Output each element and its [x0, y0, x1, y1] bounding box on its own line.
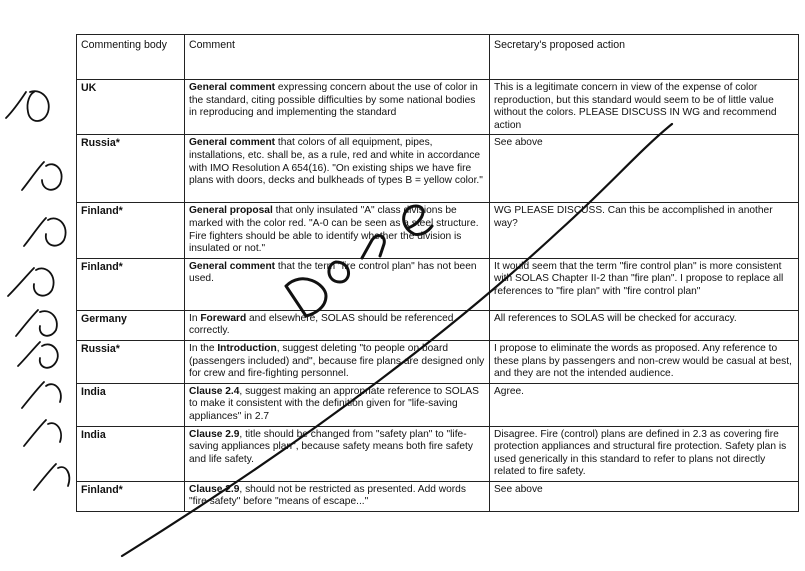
table-row — [77, 340, 799, 383]
action-cell: It would seem that the term "fire control plan" is more consistent with SOLAS Chapter II-2 than "fire plan". I propose to replace all references to "fire plan" with "fire control plan" — [490, 258, 799, 310]
comment-text: that only insulated "A" class divisions be marked with the color red. "A-0 can be seen as a steel structure. Fire fighters should be able to identify whether the division is insulated or not." — [189, 205, 479, 255]
header-comment: Comment — [185, 35, 490, 80]
table-row — [77, 426, 799, 481]
action-cell: All references to SOLAS will be checked for accuracy. — [490, 310, 799, 340]
comment-cell — [185, 80, 490, 135]
commenting-body-cell: India — [77, 426, 185, 481]
commenting-body-cell: Finland* — [77, 203, 185, 258]
comment-text: , suggest making an appropriate reference to SOLAS to make it consistent with the definition given for "life-saving appliances" in 2.7 — [189, 385, 479, 422]
comment-text: and elsewhere, SOLAS should be referenced correctly. — [189, 312, 454, 337]
comment-cell — [185, 481, 490, 511]
table-row — [77, 135, 799, 203]
commenting-body-cell: Finland* — [77, 258, 185, 310]
comment-lead: Introduction — [217, 342, 277, 354]
action-cell: This is a legitimate concern in view of the expense of color reproduction, but this standard would seem to be of little value without the colors. PLEASE DISCUSS IN WG and recommend action — [490, 80, 799, 135]
comment-cell — [185, 258, 490, 310]
comment-text: , suggest deleting "to people on board (passengers included) and", because fire plans are designed only for crew and fire-fighting personnel. — [189, 342, 485, 380]
table-header-row — [77, 35, 799, 80]
commenting-body-cell: Germany — [77, 310, 185, 340]
action-cell: I propose to eliminate the words as proposed. Any reference to these plans by passengers and non-crew would be casual at best, and they are not the intended audience. — [490, 340, 799, 383]
action-cell: See above — [490, 481, 799, 511]
commenting-body-cell: Russia* — [77, 340, 185, 383]
action-cell: See above — [490, 135, 799, 203]
commenting-body-cell: India — [77, 383, 185, 426]
table-row — [77, 481, 799, 511]
comment-lead: General comment — [189, 82, 276, 93]
commenting-body-cell: Finland* — [77, 481, 185, 511]
comment-lead: Clause 2.9 — [189, 483, 240, 495]
action-cell: Agree. — [490, 383, 799, 426]
comment-lead: General comment — [189, 137, 276, 149]
header-commenting-body: Commenting body — [77, 35, 185, 80]
comment-text: that the term "fire control plan" has not been used. — [189, 260, 477, 285]
commenting-body-cell: Russia* — [77, 135, 185, 203]
comment-lead: Clause 2.9 — [189, 428, 240, 440]
comments-table — [76, 34, 799, 512]
comment-lead: General proposal — [189, 205, 273, 217]
header-proposed-action: Secretary's proposed action — [490, 35, 799, 80]
comment-text: , should not be restricted as presented. Add words "fire safety" before "means of escape..." — [189, 483, 466, 508]
action-cell: WG PLEASE DISCUSS. Can this be accomplished in another way? — [490, 203, 799, 258]
table-row — [77, 203, 799, 258]
table-row — [77, 383, 799, 426]
comment-text: expressing concern about the use of color in the standard, citing possible difficulties by some national bodies in reproducing and implementing the standard — [189, 82, 478, 119]
comment-lead: Clause 2.4 — [189, 385, 240, 397]
comment-cell — [185, 203, 490, 258]
table-row — [77, 310, 799, 340]
comment-text: , title should be changed from "safety plan" to "life-saving appliances plan", because safety means both fire safety and life safety. — [189, 428, 473, 465]
comment-cell — [185, 135, 490, 203]
table-row — [77, 80, 799, 135]
comment-cell — [185, 310, 490, 340]
action-cell: Disagree. Fire (control) plans are defined in 2.3 as covering fire protection appliances and structural fire protection. Safety plan is used generically in this standard to refer to plans not directly related to fire safety. — [490, 426, 799, 481]
comment-prefix: In the — [189, 342, 218, 354]
margin-check-marks — [6, 91, 69, 490]
comment-cell — [185, 340, 490, 383]
comment-cell — [185, 383, 490, 426]
comment-prefix: In — [189, 312, 201, 324]
comment-text: that colors of all equipment, pipes, installations, etc. shall be, as a rule, red and white in accordance with IMO Resolution A 654(16). "On existing ships we have fire plans with doors, decks and bulkheads of types B = yellow color." — [189, 137, 483, 187]
table-row — [77, 258, 799, 310]
commenting-body-cell: UK — [77, 80, 185, 135]
comment-lead: Foreward — [200, 312, 247, 324]
comment-lead: General comment — [189, 260, 276, 272]
comment-cell — [185, 426, 490, 481]
